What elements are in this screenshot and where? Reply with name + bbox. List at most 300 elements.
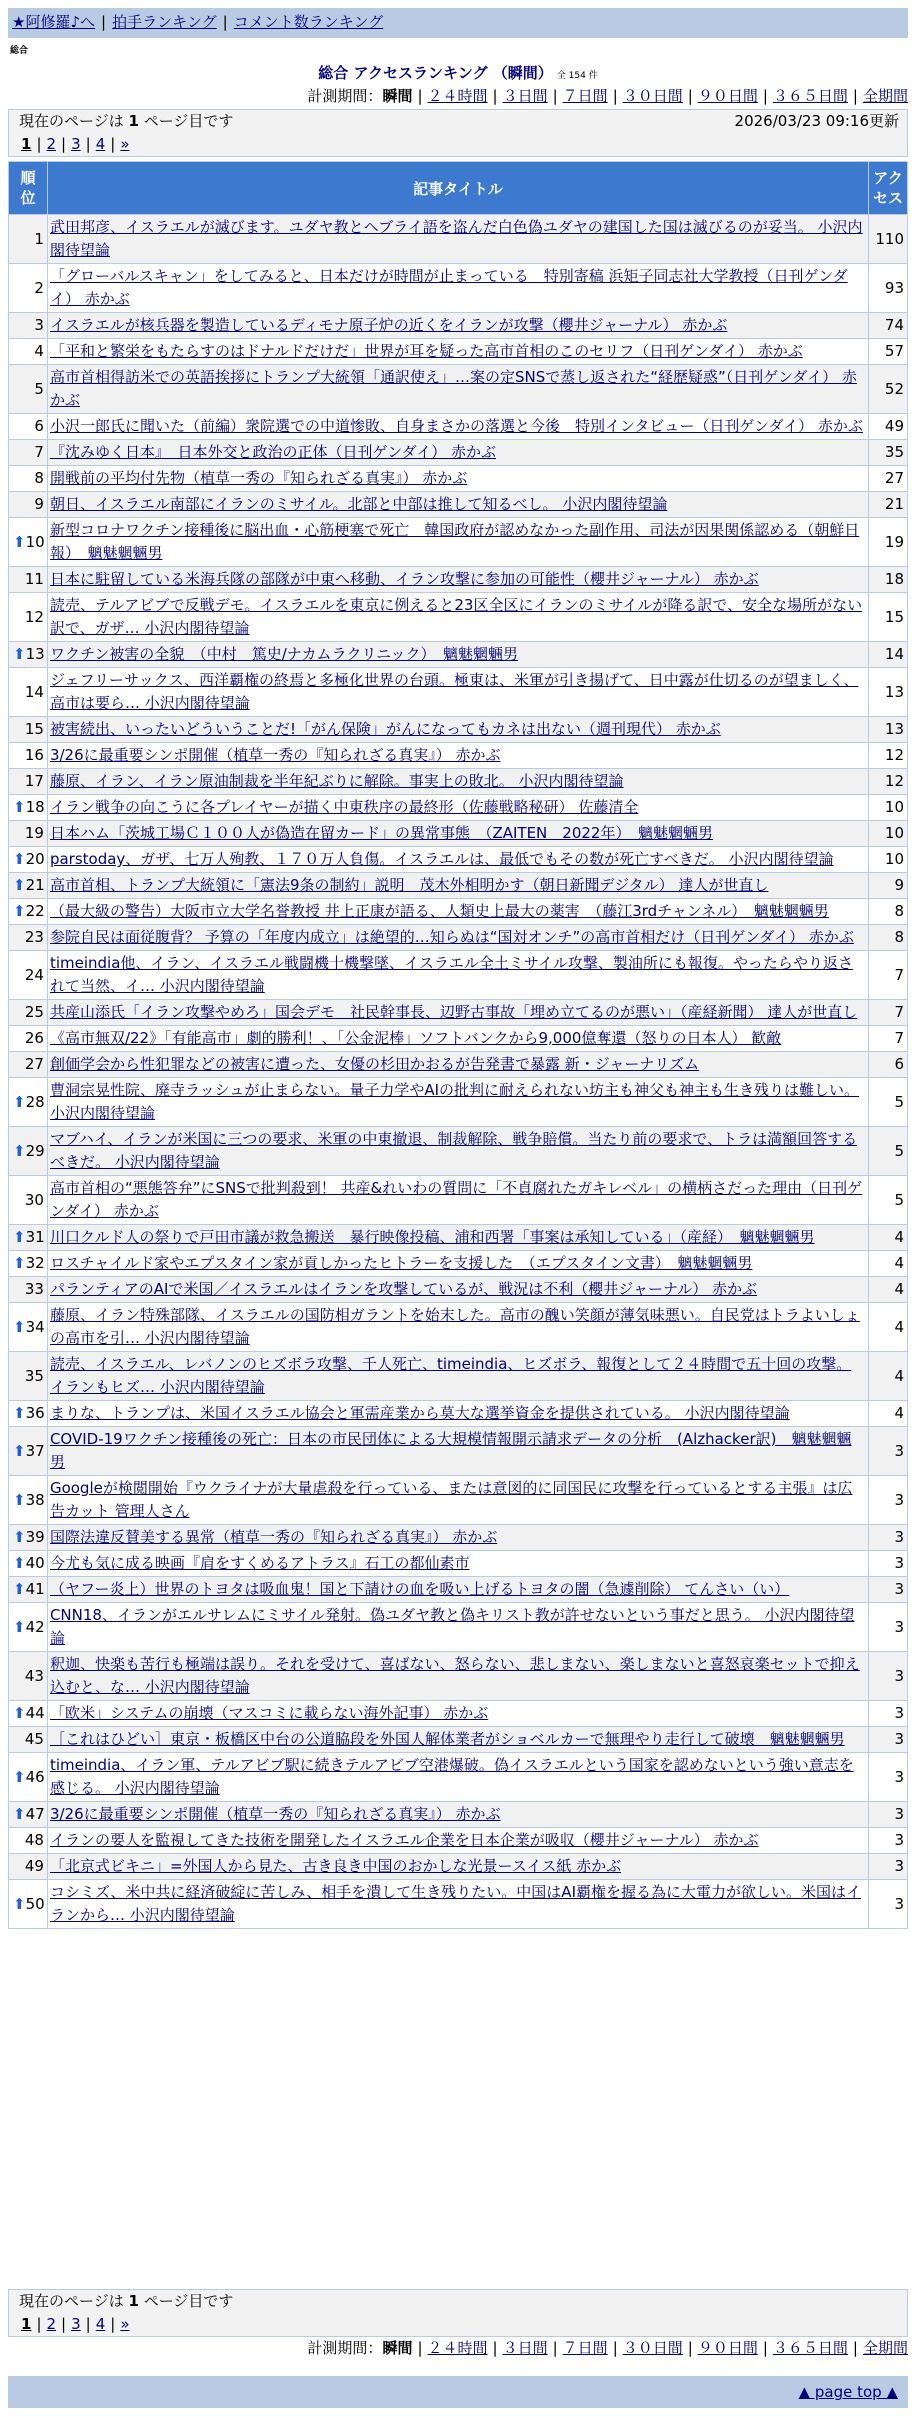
rank-number: 23: [24, 928, 44, 946]
title-cell: [48, 668, 868, 716]
rank-cell: [9, 518, 47, 566]
table-row: [9, 313, 907, 338]
article-title-link[interactable]: 「欧米」システムの崩壊（マスコミに載らない海外記事） 赤かぶ: [49, 1704, 489, 1722]
rank-number: 22: [25, 902, 45, 920]
period-link[interactable]: ２４時間: [427, 2339, 488, 2357]
title-cell: [48, 1000, 868, 1025]
article-title-link[interactable]: イランの要人を監視してきた技術を開発したイスラエル企業を日本企業が吸収（櫻井ジャーナル） 赤かぶ: [49, 1831, 759, 1849]
table-row: [9, 1476, 907, 1524]
rank-number: 48: [24, 1831, 44, 1849]
nav-separator: |: [222, 13, 228, 31]
rank-cell: [9, 873, 47, 898]
clap-ranking-link[interactable]: 拍手ランキング: [112, 13, 217, 31]
table-row: [9, 847, 907, 872]
article-title-link[interactable]: （ヤフー炎上）世界のトヨタは吸血鬼！国と下請けの血を吸い上げるトヨタの闇（急遽削除） てんさい（い）: [49, 1580, 790, 1598]
page-status-suffix: ページ目です: [138, 112, 234, 130]
period-label: 計測期間：: [307, 87, 383, 105]
pager-panel-top: [8, 109, 908, 157]
rank-cell: [9, 365, 47, 413]
rank-number: 21: [25, 876, 45, 894]
article-title-link[interactable]: 3/26に最重要シンポ開催（植草一秀の『知られざる真実』） 赤かぶ: [49, 1805, 501, 1823]
period-link[interactable]: ３６５日間: [772, 2339, 848, 2357]
rank-number: 44: [25, 1704, 45, 1722]
page-separator: |: [61, 135, 67, 153]
table-row: [9, 1303, 907, 1351]
rank-up-icon: ⬆: [13, 1805, 26, 1823]
rank-number: 26: [24, 1029, 44, 1047]
nav-separator: |: [101, 13, 107, 31]
article-title-link[interactable]: Googleが検閲開始『ウクライナが大量虐殺を行っている、または意図的に同国民に攻撃を行っているとする主張』は広告カット 管理人さん: [49, 1479, 853, 1520]
rank-cell: [9, 1352, 47, 1400]
access-count: 3: [869, 1880, 907, 1928]
period-selector-bottom: [307, 2337, 908, 2359]
table-row: [9, 795, 907, 820]
access-count: 12: [869, 769, 907, 794]
article-title-link[interactable]: parstoday、ガザ、七万人殉教、１７０万人負傷。イスラエルは、最低でもその数が死亡すべきだ。 小沢内閣待望論: [49, 850, 834, 868]
table-row: [9, 1525, 907, 1550]
access-count: 3: [869, 1753, 907, 1801]
title-cell: [48, 925, 868, 950]
article-title-link[interactable]: timeindia他、イラン、イスラエル戦闘機十機撃墜、イスラエル全土ミサイル攻撃、製油所にも報復。やったらやり返されて当然、イ… 小沢内閣待望論: [49, 954, 853, 995]
article-title-link[interactable]: 釈迦、快楽も苦行も極端は誤り。それを受けて、喜ばない、怒らない、悲しまない、楽しまないと喜怒哀楽セットで抑え込むと、な… 小沢内閣待望論: [49, 1655, 860, 1696]
page-current: 1: [21, 2315, 32, 2333]
table-row: [9, 1352, 907, 1400]
comment-ranking-link[interactable]: コメント数ランキング: [233, 13, 384, 31]
period-current: 瞬間: [382, 2339, 413, 2357]
rank-number: 37: [25, 1441, 45, 1460]
access-count: 5: [869, 1127, 907, 1175]
access-count: 4: [869, 1277, 907, 1302]
category-label: 総合: [10, 46, 29, 56]
article-title-link[interactable]: 藤原、イラン特殊部隊、イスラエルの国防相ガラントを始末した。高市の醜い笑顔が薄気味悪い。自民党はトラよいしょの高市を引… 小沢内閣待望論: [49, 1306, 860, 1347]
rank-up-icon: ⬆: [13, 1580, 26, 1598]
period-separator: |: [762, 2339, 768, 2357]
table-row: [9, 215, 907, 263]
access-count: 27: [869, 466, 907, 491]
period-separator: |: [762, 87, 768, 105]
period-separator: |: [417, 2339, 423, 2357]
article-title-link[interactable]: timeindia、イラン軍、テルアビブ駅に続きテルアビブ空港爆破。偽イスラエルという国家を認めないという強い意志を感じる。 小沢内閣待望論: [49, 1756, 854, 1797]
page-link[interactable]: 2: [46, 2315, 57, 2333]
home-link[interactable]: ★阿修羅♪へ: [12, 13, 96, 31]
table-row: [9, 1176, 907, 1224]
rank-number: 14: [24, 682, 44, 701]
table-row: [9, 1026, 907, 1051]
rank-number: 19: [24, 824, 44, 842]
table-row: [9, 1727, 907, 1752]
access-count: 13: [869, 668, 907, 716]
article-title-link[interactable]: 曹洞宗晃性院、廃寺ラッシュが止まらない。量子力学やAIの批判に耐えられない坊主も神父も神主も生き残りは難しい。 小沢内閣待望論: [49, 1081, 860, 1122]
page-separator: |: [61, 2315, 67, 2333]
rank-number: 47: [25, 1805, 45, 1823]
ranking-table: [8, 161, 908, 1929]
rank-cell: [9, 215, 47, 263]
rank-number: 24: [24, 965, 44, 984]
article-title-link[interactable]: 3/26に最重要シンポ開催（植草一秀の『知られざる真実』） 赤かぶ: [49, 746, 501, 764]
rank-cell: [9, 1753, 47, 1801]
rank-number: 10: [25, 532, 45, 551]
title-cell: [48, 414, 868, 439]
article-title-link[interactable]: 「グローバルスキャン」をしてみると、日本だけが時間が止まっている 特別寄稿 浜矩子同志社大学教授（日刊ゲンダイ） 赤かぶ: [49, 267, 848, 308]
page-current: 1: [21, 135, 32, 153]
article-title-link[interactable]: 読売、テルアビブで反戦デモ。イスラエルを東京に例えると23区全区にイランのミサイルが降る訳で、安全な場所がない訳で、ガザ… 小沢内閣待望論: [49, 596, 863, 637]
article-title-link[interactable]: （最大級の警告）大阪市立大学名誉教授 井上正康が語る、人類史上最大の薬害 （藤江3rdチャンネル） 魑魅魍魎男: [49, 902, 829, 920]
rank-up-icon: ⬆: [13, 1704, 26, 1722]
rank-number: 11: [24, 570, 44, 588]
article-title-link[interactable]: 高市首相の“悪態答弁”にSNSで批判殺到！ 共産&れいわの質問に「不貞腐れたガキレベル」の横柄さだった理由（日刊ゲンダイ） 赤かぶ: [49, 1179, 863, 1220]
rank-cell: [9, 642, 47, 667]
period-separator: |: [612, 87, 618, 105]
access-count: 8: [869, 899, 907, 924]
access-count: 12: [869, 743, 907, 768]
page-status-suffix: ページ目です: [138, 2292, 234, 2310]
period-link[interactable]: ３０日間: [622, 2339, 683, 2357]
rank-up-icon: ⬆: [13, 645, 26, 663]
access-count: 7: [869, 951, 907, 999]
period-separator: |: [687, 87, 693, 105]
article-title-link[interactable]: コシミズ、米中共に経済破綻に苦しみ、相手を潰して生き残りたい。中国はAI覇権を握る為に大電力が欲しい。米国はイランから… 小沢内閣待望論: [49, 1883, 861, 1924]
period-current: 瞬間: [382, 87, 413, 105]
article-title-link[interactable]: 『沈みゆく日本』 日本外交と政治の正体（日刊ゲンダイ） 赤かぶ: [49, 443, 497, 461]
rank-cell: [9, 414, 47, 439]
title-cell: [48, 365, 868, 413]
col-rank-header: 順位: [9, 162, 47, 214]
access-count: 3: [869, 1652, 907, 1700]
rank-number: 16: [24, 746, 44, 764]
article-title-link[interactable]: イスラエルが核兵器を製造しているディモナ原子炉の近くをイランが攻撃（櫻井ジャーナル） 赤かぶ: [49, 316, 728, 334]
rank-cell: [9, 1427, 47, 1475]
article-title-link[interactable]: CNN18、イランがエルサレムにミサイル発射。偽ユダヤ教と偽キリスト教が許せないという事だと思う。 小沢内閣待望論: [49, 1606, 855, 1647]
rank-cell: [9, 1277, 47, 1302]
rank-number: 5: [34, 379, 44, 398]
article-title-link[interactable]: 高市首相得訪米での英語挨拶にトランプ大統領「通訳使え」…案の定SNSで蒸し返された“経歴疑惑”（日刊ゲンダイ） 赤かぶ: [49, 368, 857, 409]
rank-cell: [9, 1176, 47, 1224]
table-row: [9, 1828, 907, 1853]
rank-up-icon: ⬆: [13, 1617, 26, 1636]
title-cell: [48, 466, 868, 491]
page-separator: |: [36, 135, 42, 153]
rank-cell: [9, 1251, 47, 1276]
period-selector-top: [307, 85, 908, 107]
article-title-link[interactable]: 国際法違反賛美する異常（植草一秀の『知られざる真実』） 赤かぶ: [49, 1528, 498, 1546]
rank-cell: [9, 1701, 47, 1726]
period-link[interactable]: ７日間: [562, 2339, 608, 2357]
rank-up-icon: ⬆: [13, 1254, 26, 1272]
title-cell: [48, 440, 868, 465]
table-row: [9, 1551, 907, 1576]
article-title-link[interactable]: 「平和と繁栄をもたらすのはドナルドだけだ」世界が耳を疑った高市首相のこのセリフ（日刊ゲンダイ） 赤かぶ: [49, 342, 803, 360]
access-count: 21: [869, 492, 907, 517]
rank-up-icon: ⬆: [13, 1767, 26, 1786]
table-row: [9, 642, 907, 667]
rank-cell: [9, 1727, 47, 1752]
access-count: 3: [869, 1701, 907, 1726]
title-cell: [48, 1303, 868, 1351]
table-row: [9, 414, 907, 439]
access-count: 19: [869, 518, 907, 566]
ranking-title: 総合 アクセスランキング （瞬間）: [318, 64, 553, 82]
title-cell: [48, 951, 868, 999]
article-title-link[interactable]: COVID-19ワクチン接種後の死亡：日本の市民団体による大規模情報開示請求データの分析 (Alzhacker訳) 魑魅魍魎男: [49, 1430, 852, 1471]
rank-number: 6: [34, 417, 44, 435]
article-title-link[interactable]: 武田邦彦、イスラエルが滅びます。ユダヤ教とヘブライ語を盗んだ白色偽ユダヤの建国した国は滅びるのが妥当。 小沢内閣待望論: [49, 218, 863, 259]
table-row: [9, 1701, 907, 1726]
title-cell: [48, 313, 868, 338]
rank-number: 45: [24, 1730, 44, 1748]
table-row: [9, 440, 907, 465]
table-row: [9, 1753, 907, 1801]
rank-cell: [9, 769, 47, 794]
rank-cell: [9, 1802, 47, 1827]
title-cell: [48, 769, 868, 794]
article-title-link[interactable]: 川口クルド人の祭りで戸田市議が救急搬送 暴行映像投稿、浦和西署「事案は承知している」（産経） 魑魅魍魎男: [49, 1228, 815, 1246]
page-link[interactable]: 4: [95, 135, 106, 153]
rank-cell: [9, 1000, 47, 1025]
rank-number: 35: [24, 1366, 44, 1385]
period-link[interactable]: ３日間: [502, 2339, 548, 2357]
article-title-link[interactable]: ジェフリーサックス、西洋覇権の終焉と多極化世界の台頭。極東は、米軍が引き揚げて、日中露が仕切るのが望ましく、高市は要ら… 小沢内閣待望論: [49, 671, 859, 712]
rank-cell: [9, 795, 47, 820]
page-links: [9, 2312, 907, 2336]
rank-cell: [9, 313, 47, 338]
article-title-link[interactable]: 今尤も気に成る映画『肩をすくめるアトラス』石工の都仙素市: [49, 1554, 470, 1572]
page-status-number: 1: [128, 2292, 139, 2310]
article-title-link[interactable]: ［これはひどい］東京・板橋区中台の公道脇段を外国人解体業者がショベルカーで無理やり走行して破壊 魑魅魍魎男: [49, 1730, 845, 1748]
rank-cell: [9, 925, 47, 950]
rank-number: 30: [24, 1190, 44, 1209]
article-title-link[interactable]: 被害続出、いったいどういうことだ!「がん保険」がんになってもカネは出ない（週刊現代） 赤かぶ: [49, 720, 721, 738]
title-cell: [48, 873, 868, 898]
page-separator: |: [85, 2315, 91, 2333]
pager-panel-bottom: [8, 2289, 908, 2337]
rank-number: 31: [25, 1228, 45, 1246]
title-cell: [48, 1078, 868, 1126]
access-count: 13: [869, 717, 907, 742]
article-title-link[interactable]: イラン戦争の向こうに各プレイヤーが描く中東秩序の最終形（佐藤戦略秘研） 佐藤清全: [49, 798, 639, 816]
next-page-link[interactable]: »: [120, 135, 130, 153]
table-row: [9, 1802, 907, 1827]
article-title-link[interactable]: パランティアのAIで米国／イスラエルはイランを攻撃しているが、戦況は不利（櫻井ジャーナル） 赤かぶ: [49, 1280, 758, 1298]
table-row: [9, 717, 907, 742]
period-link[interactable]: ９０日間: [697, 87, 758, 105]
access-count: 10: [869, 795, 907, 820]
article-title-link[interactable]: まりな、トランプは、米国イスラエル協会と軍需産業から莫大な選挙資金を提供されている。 小沢内閣待望論: [49, 1404, 790, 1422]
page-link[interactable]: 3: [71, 2315, 81, 2333]
article-title-link[interactable]: ワクチン被害の全貌 （中村 篤史/ナカムラクリニック） 魑魅魍魎男: [49, 645, 519, 663]
rank-number: 12: [24, 607, 44, 626]
title-cell: [48, 1828, 868, 1853]
rank-cell: [9, 743, 47, 768]
article-title-link[interactable]: 共産山添氏「イラン攻撃やめろ」国会デモ 社民幹事長、辺野古事故「埋め立てるのが悪い」（産経新聞） 達人が世直し: [49, 1003, 858, 1021]
rank-cell: [9, 1525, 47, 1550]
page-link[interactable]: 3: [71, 135, 81, 153]
period-link[interactable]: ９０日間: [697, 2339, 758, 2357]
period-separator: |: [612, 2339, 618, 2357]
access-count: 9: [869, 873, 907, 898]
article-title-link[interactable]: 藤原、イラン、イラン原油制裁を半年紀ぶりに解除。事実上の敗北。 小沢内閣待望論: [49, 772, 624, 790]
rank-number: 3: [34, 316, 44, 334]
table-row: [9, 1000, 907, 1025]
article-title-link[interactable]: ロスチャイルド家やエプスタイン家が貢しかったヒトラーを支援した （エプスタイン文書） 魑魅魍魎男: [49, 1254, 753, 1272]
rank-up-icon: ⬆: [13, 1554, 26, 1572]
page-separator: |: [85, 135, 91, 153]
page-link[interactable]: 4: [95, 2315, 106, 2333]
access-count: 7: [869, 1026, 907, 1051]
rank-cell: [9, 1854, 47, 1879]
rank-cell: [9, 821, 47, 846]
page-separator: |: [110, 135, 116, 153]
rank-number: 40: [25, 1554, 45, 1572]
rank-cell: [9, 668, 47, 716]
rank-up-icon: ⬆: [13, 1894, 26, 1913]
table-row: [9, 821, 907, 846]
title-cell: [48, 1854, 868, 1879]
page-status-prefix: 現在のページは: [19, 2292, 129, 2310]
title-cell: [48, 1753, 868, 1801]
table-row: [9, 951, 907, 999]
title-cell: [48, 1026, 868, 1051]
rank-cell: [9, 1225, 47, 1250]
rank-up-icon: ⬆: [13, 1141, 26, 1160]
rank-number: 29: [25, 1141, 45, 1160]
table-row: [9, 925, 907, 950]
access-count: 3: [869, 1727, 907, 1752]
title-cell: [48, 1727, 868, 1752]
access-count: 3: [869, 1577, 907, 1602]
title-cell: [48, 795, 868, 820]
article-title-link[interactable]: 日本ハム「茨城工場Ｃ１００人が偽造在留カード」の異常事態 （ZAITEN 2022年） 魑魅魍魎男: [49, 824, 713, 842]
total-count: 全 154 件: [556, 71, 598, 81]
rank-cell: [9, 1603, 47, 1651]
table-row: [9, 1427, 907, 1475]
page-top-link[interactable]: ▲ page top ▲: [798, 2383, 898, 2401]
rank-cell: [9, 1577, 47, 1602]
updated-time: 2026/03/23 09:16更新: [734, 112, 899, 130]
col-access-header: アクセス: [869, 162, 907, 214]
access-count: 14: [869, 642, 907, 667]
period-label: 計測期間：: [307, 2339, 383, 2357]
table-row: [9, 567, 907, 592]
title-cell: [48, 1176, 868, 1224]
title-cell: [48, 1427, 868, 1475]
table-row: [9, 769, 907, 794]
table-row: [9, 1078, 907, 1126]
rank-number: 39: [25, 1528, 45, 1546]
access-count: 3: [869, 1802, 907, 1827]
title-cell: [48, 1577, 868, 1602]
rank-number: 1: [34, 229, 44, 248]
rank-cell: [9, 492, 47, 517]
period-separator: |: [417, 87, 423, 105]
rank-number: 49: [24, 1857, 44, 1875]
page-title: [0, 62, 916, 87]
period-link[interactable]: ２４時間: [427, 87, 488, 105]
title-cell: [48, 1603, 868, 1651]
article-title-link[interactable]: 参院自民は面従腹背？ 予算の「年度内成立」は絶望的…知らぬは“国対オンチ”の高市首相だけ（日刊ゲンダイ） 赤かぶ: [49, 928, 854, 946]
table-row: [9, 1854, 907, 1879]
rank-number: 18: [25, 798, 45, 816]
title-cell: [48, 1052, 868, 1077]
article-title-link[interactable]: 新型コロナワクチン接種後に脳出血・心筋梗塞で死亡 韓国政府が認めなかった副作用、司法が因果関係認める（朝鮮日報） 魑魅魍魎男: [49, 521, 860, 562]
rank-cell: [9, 1127, 47, 1175]
rank-cell: [9, 264, 47, 312]
access-count: 18: [869, 567, 907, 592]
title-cell: [48, 642, 868, 667]
title-cell: [48, 1551, 868, 1576]
page-link[interactable]: 2: [46, 135, 57, 153]
rank-number: 34: [25, 1317, 45, 1336]
table-row: [9, 339, 907, 364]
rank-number: 13: [25, 645, 45, 663]
rank-up-icon: ⬆: [13, 1441, 26, 1460]
table-row: [9, 1880, 907, 1928]
rank-up-icon: ⬆: [13, 1228, 26, 1246]
rank-cell: [9, 1880, 47, 1928]
table-row: [9, 593, 907, 641]
article-title-link[interactable]: 日本に駐留している米海兵隊の部隊が中東へ移動、イラン攻撃に参加の可能性（櫻井ジャーナル） 赤かぶ: [49, 570, 759, 588]
rank-cell: [9, 1401, 47, 1426]
table-row: [9, 1225, 907, 1250]
period-link[interactable]: 全期間: [862, 2339, 908, 2357]
article-title-link[interactable]: 高市首相、トランプ大統領に「憲法9条の制約」説明 茂木外相明かす（朝日新聞デジタル） 達人が世直し: [49, 876, 769, 894]
article-title-link[interactable]: 小沢一郎氏に聞いた（前編）衆院選での中道惨敗、自身まさかの落選と今後 特別インタビュー（日刊ゲンダイ） 赤かぶ: [49, 417, 863, 435]
rank-cell: [9, 1828, 47, 1853]
table-row: [9, 1401, 907, 1426]
table-row: [9, 743, 907, 768]
rank-cell: [9, 847, 47, 872]
period-link[interactable]: 全期間: [862, 87, 908, 105]
title-cell: [48, 717, 868, 742]
rank-up-icon: ⬆: [13, 902, 26, 920]
article-title-link[interactable]: 朝日、イスラエル南部にイランのミサイル。北部と中部は推して知るべし。 小沢内閣待望論: [49, 495, 668, 513]
period-separator: |: [492, 2339, 498, 2357]
rank-cell: [9, 1078, 47, 1126]
rank-cell: [9, 1551, 47, 1576]
page-links: [9, 132, 907, 156]
title-cell: [48, 1225, 868, 1250]
title-cell: [48, 1802, 868, 1827]
period-link[interactable]: ３日間: [502, 87, 548, 105]
rank-cell: [9, 951, 47, 999]
rank-up-icon: ⬆: [13, 1317, 26, 1336]
article-title-link[interactable]: 《高市無双/22》「有能高市」劇的勝利！、「公金泥棒」ソフトバンクから9,000億奪還（怒りの日本人） 歓敵: [49, 1029, 782, 1047]
period-link[interactable]: ３０日間: [622, 87, 683, 105]
rank-cell: [9, 1476, 47, 1524]
table-row: [9, 1052, 907, 1077]
rank-up-icon: ⬆: [13, 798, 26, 816]
next-page-link[interactable]: »: [120, 2315, 130, 2333]
access-count: 57: [869, 339, 907, 364]
period-link[interactable]: ３６５日間: [772, 87, 848, 105]
period-link[interactable]: ７日間: [562, 87, 608, 105]
rank-up-icon: ⬆: [13, 1528, 26, 1546]
rank-number: 33: [24, 1280, 44, 1298]
article-title-link[interactable]: 創価学会から性犯罪などの被害に遭った、女優の杉田かおるが告発書で暴露 新・ジャーナリズム: [49, 1055, 700, 1073]
rank-cell: [9, 440, 47, 465]
article-title-link[interactable]: 「北京式ビキニ」=外国人から見た、古き良き中国のおかしな光景ースイス紙 赤かぶ: [49, 1857, 622, 1875]
rank-cell: [9, 339, 47, 364]
table-row: [9, 1577, 907, 1602]
title-cell: [48, 1251, 868, 1276]
rank-up-icon: ⬆: [13, 1404, 26, 1422]
article-title-link[interactable]: 読売、イスラエル、レバノンのヒズボラ攻撃、千人死亡、timeindia、ヒズボラ、報復として２４時間で五十回の攻撃。イランもヒズ… 小沢内閣待望論: [49, 1355, 852, 1396]
title-cell: [48, 1701, 868, 1726]
rank-cell: [9, 1652, 47, 1700]
article-title-link[interactable]: マブハイ、イランが米国に三つの要求、米軍の中東撤退、制裁解除、戦争賠償。当たり前の要求で、トラは満額回答するべきだ。 小沢内閣待望論: [49, 1130, 858, 1171]
rank-cell: [9, 717, 47, 742]
article-title-link[interactable]: 開戦前の平均付先物（植草一秀の『知られざる真実』） 赤かぶ: [49, 469, 468, 487]
table-row: [9, 466, 907, 491]
